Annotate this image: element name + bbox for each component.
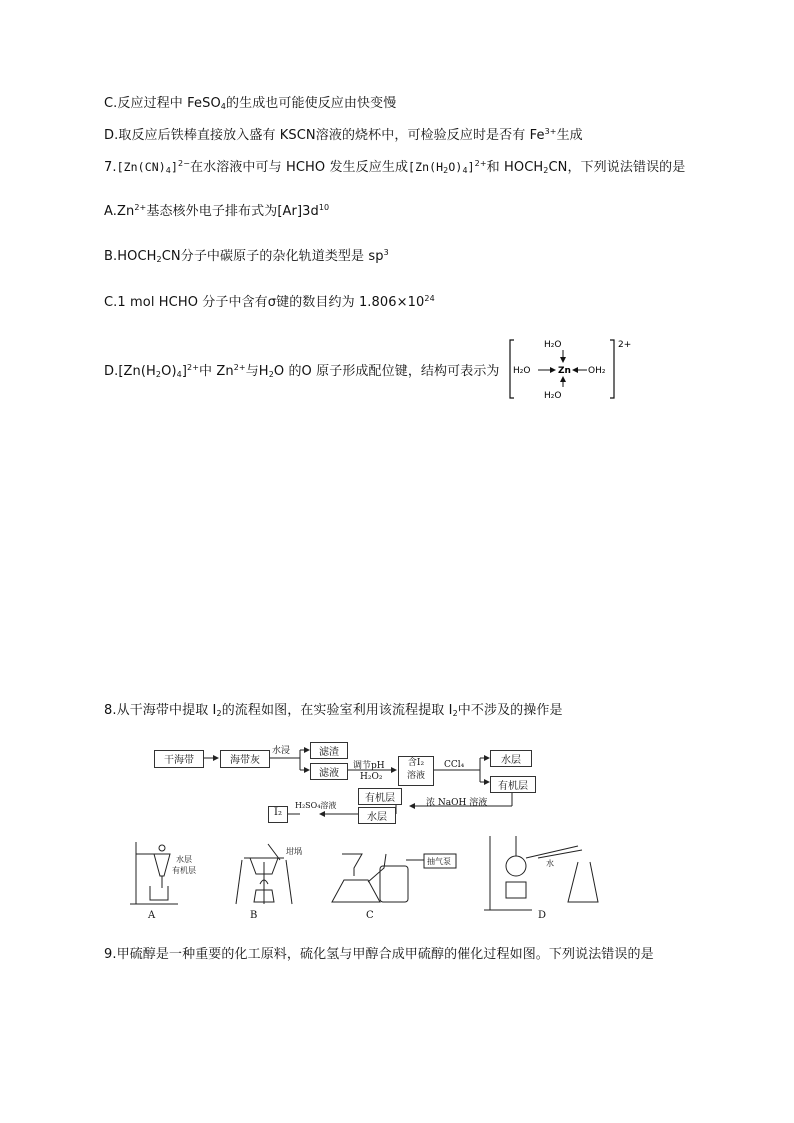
- q7-formula-2-sub2: 4: [462, 166, 468, 175]
- q7-text-2-sub: 2: [543, 166, 549, 175]
- label-d: D: [538, 910, 547, 921]
- label-a-water-layer: 水层: [176, 855, 192, 864]
- zinc-center: Zn: [558, 366, 571, 376]
- box-water-layer-1: 水层: [490, 750, 532, 767]
- option-7a-line: [104, 203, 329, 221]
- option-7d-f: O 的O 原子形成配位键，结构可表示为: [273, 364, 500, 379]
- option-7d-sup: 2+: [187, 363, 200, 372]
- q7-formula-2: [Zn(H: [408, 160, 444, 174]
- option-7a-sup: 2+: [134, 203, 147, 212]
- ligand-right: OH₂: [588, 366, 606, 376]
- ligand-left: H₂O: [513, 366, 531, 376]
- q8-tail2: 中不涉及的操作是: [457, 703, 563, 718]
- option-7c-sup: 24: [424, 294, 435, 303]
- option-7d-sup2: 2+: [233, 363, 246, 372]
- apparatus-a-separatory-funnel: [130, 842, 178, 904]
- q7-text-2: 和 HOCH: [486, 160, 544, 175]
- label-ccl4: CCl₄: [444, 760, 465, 770]
- label-b-crucible: 坩埚: [286, 847, 302, 856]
- box-kelp-ash: 海带灰: [220, 750, 270, 768]
- option-7d-c: ]: [181, 364, 188, 379]
- q7-formula-2-b: O): [448, 160, 463, 174]
- option-7d-sub3: 2: [268, 370, 274, 379]
- option-7c-line: [104, 294, 435, 312]
- ligand-top: H₂O: [544, 340, 562, 350]
- q8-sub2: 2: [452, 709, 458, 718]
- box-iodine-solution: 含I₂ 溶液: [398, 756, 434, 786]
- box-water-layer-2: 水层: [358, 807, 396, 824]
- label-adjust-ph: 调节pH: [353, 761, 385, 771]
- box-organic-layer-1: 有机层: [490, 776, 536, 793]
- option-7b-line: [104, 248, 389, 266]
- label-h2o2: H₂O₂: [360, 772, 383, 782]
- option-c-tail: 的生成也可能使反应由快变慢: [226, 96, 397, 111]
- option-7b-sup: 3: [383, 248, 389, 257]
- q7-formula-1: [Zn(CN): [116, 160, 166, 174]
- option-7d-sub: 2: [155, 370, 162, 379]
- q7-formula-1-sup: 2−: [178, 159, 191, 168]
- label-c: C: [366, 910, 374, 921]
- option-d-text: D.取反应后铁棒直接放入盛有 KSCN溶液的烧杯中，可检验反应时是否有 Fe: [104, 128, 545, 143]
- label-h2so4: H₂SO₄溶液: [295, 801, 337, 810]
- box-organic-layer-2: 有机层: [358, 788, 402, 805]
- option-d-tail: 生成: [556, 128, 583, 143]
- zinc-complex-structure: [506, 336, 636, 402]
- option-7a-tail: 基态核外电子排布式为[Ar]3d: [146, 204, 319, 219]
- complex-charge: 2+: [618, 340, 632, 350]
- q7-text-1: 在水溶液中可与 HCHO 发生反应生成: [190, 160, 409, 175]
- option-7d-sub2: 4: [176, 370, 182, 379]
- right-bracket: [610, 340, 614, 398]
- option-7c-text: C.1 mol HCHO 分子中含有σ键的数目约为 1.806×10: [104, 295, 425, 310]
- lab-apparatus-figure: [118, 832, 618, 927]
- q9-text: 9.甲硫醇是一种重要的化工原料，硫化氢与甲醇合成甲硫醇的催化过程如图。下列说法错误的是: [104, 947, 654, 962]
- option-d-sup: 3+: [544, 127, 557, 136]
- label-a: A: [148, 910, 156, 921]
- q7-formula-2-c: ]: [467, 160, 475, 174]
- option-7b-sub: 2: [156, 255, 162, 264]
- option-7a-text: A.Zn: [104, 204, 135, 219]
- question-7-stem: [104, 158, 685, 177]
- option-c-text: C.反应过程中 FeSO: [104, 96, 221, 111]
- q8-sub: 2: [216, 709, 222, 718]
- label-conc-naoh: 浓 NaOH 溶液: [426, 798, 488, 808]
- label-water-soak: 水浸: [272, 746, 291, 756]
- q7-formula-1-sub: 4: [165, 166, 171, 175]
- option-d-line: [104, 127, 583, 145]
- q7-formula-2-sup: 2+: [474, 159, 487, 168]
- apparatus-d-distillation: [484, 836, 598, 910]
- option-7d-line: [104, 363, 500, 381]
- label-c-pump: 抽气泵: [427, 857, 451, 866]
- option-7b-text: B.HOCH: [104, 249, 157, 264]
- option-7a-sup2: 10: [318, 203, 330, 212]
- label-b: B: [250, 910, 258, 921]
- label-d-water: 水: [546, 859, 554, 868]
- box-filtrate: 滤液: [310, 763, 348, 780]
- box-dry-kelp: 干海带: [154, 750, 204, 768]
- option-7d-e: 与H: [245, 364, 269, 379]
- q8-tail: 的流程如图，在实验室利用该流程提取 I: [221, 703, 453, 718]
- option-7d-b: O): [161, 364, 177, 379]
- option-7b-tail: CN分子中碳原子的杂化轨道类型是 sp: [161, 249, 384, 264]
- label-a-organic-layer: 有机层: [172, 866, 196, 875]
- box-residue: 滤渣: [310, 742, 348, 759]
- option-c-sub: 4: [220, 102, 226, 111]
- option-7d-d: 中 Zn: [199, 364, 234, 379]
- question-8-stem: [104, 702, 563, 720]
- option-7d-text: D.[Zn(H: [104, 364, 156, 379]
- option-c-line: [104, 95, 396, 113]
- question-9-stem: [104, 946, 654, 964]
- q7-number: 7.: [104, 160, 117, 175]
- ligand-bottom: H₂O: [544, 391, 562, 401]
- apparatus-b-crucible: [236, 844, 292, 904]
- box-iodine: I₂: [268, 806, 288, 823]
- q7-formula-2-sub: 2: [443, 166, 449, 175]
- q7-text-3: CN，下列说法错误的是: [548, 160, 686, 175]
- q7-formula-1-b: ]: [170, 160, 179, 174]
- iodine-extraction-flowchart: [150, 740, 550, 830]
- q8-text: 8.从干海带中提取 I: [104, 703, 217, 718]
